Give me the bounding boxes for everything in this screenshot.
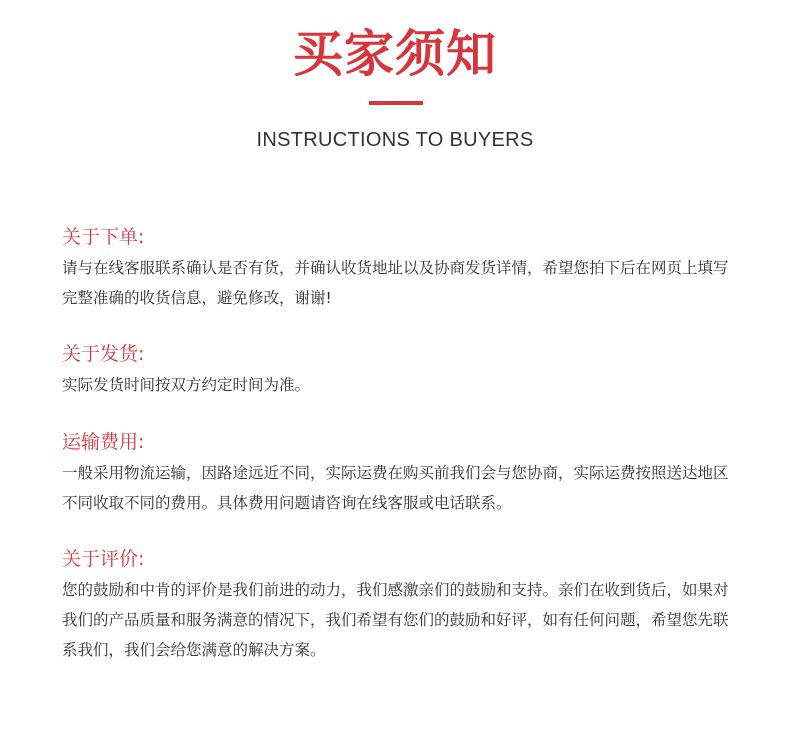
page-title: 买家须知 <box>293 25 497 83</box>
section-review <box>62 548 742 665</box>
section-freight-title: 运输费用: <box>62 431 145 453</box>
section-freight-body: 一般采用物流运输，因路途远近不同，实际运费在购买前我们会与您协商，实际运费按照送达地区不同收取不同的费用。具体费用问题请咨询在线客服或电话联系。 <box>62 464 729 512</box>
title-underline <box>369 101 423 105</box>
section-order-title: 关于下单: <box>62 226 145 248</box>
section-shipping <box>62 343 742 400</box>
section-review-body: 您的鼓励和中肯的评价是我们前进的动力，我们感激亲们的鼓励和支持。亲们在收到货后，如果对我们的产品质量和服务满意的情况下，我们希望有您们的鼓励和好评，如有任何问题，希望您先联系我们，我们会给您满意的解决方案。 <box>62 581 729 659</box>
section-order <box>62 226 742 313</box>
section-shipping-body: 实际发货时间按双方约定时间为准。 <box>62 376 311 394</box>
section-shipping-title: 关于发货: <box>62 343 145 365</box>
page-subtitle: INSTRUCTIONS TO BUYERS <box>256 129 534 151</box>
section-order-body: 请与在线客服联系确认是否有货，并确认收货地址以及协商发货详情，希望您拍下后在网页上填写完整准确的收货信息，避免修改，谢谢! <box>62 259 729 307</box>
section-freight <box>62 431 742 518</box>
section-review-title: 关于评价: <box>62 548 145 570</box>
